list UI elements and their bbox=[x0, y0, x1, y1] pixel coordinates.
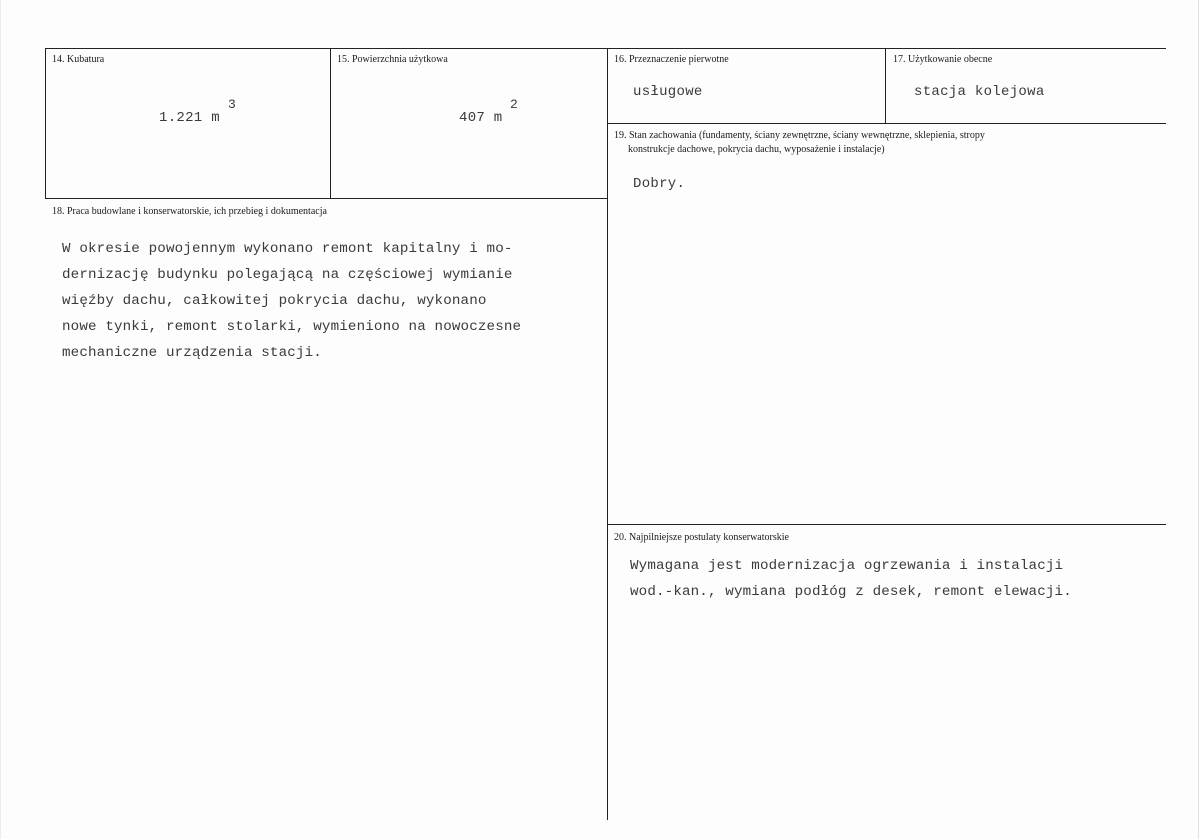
field-18-line: mechaniczne urządzenia stacji. bbox=[62, 345, 322, 361]
field-17-label: 17. Użytkowanie obecne bbox=[893, 54, 993, 65]
field-18-label: 18. Praca budowlane i konserwatorskie, ich przebieg i dokumentacja bbox=[52, 206, 327, 217]
field-14-label: 14. Kubatura bbox=[52, 54, 105, 65]
field-19-value: Dobry. bbox=[633, 176, 686, 192]
rule-above-field-18 bbox=[45, 198, 607, 199]
field-15-exponent: 2 bbox=[510, 97, 518, 112]
field-18-line: nowe tynki, remont stolarki, wymieniono na nowoczesne bbox=[62, 319, 522, 335]
left-border bbox=[45, 48, 46, 199]
divider-14-15 bbox=[330, 48, 331, 199]
field-19-label-line2: konstrukcje dachowe, pokrycia dachu, wyposażenie i instalacje) bbox=[628, 144, 885, 155]
field-14-exponent: 3 bbox=[228, 97, 236, 112]
field-15-value: 407 m bbox=[459, 110, 503, 126]
divider-16-17 bbox=[885, 48, 886, 123]
field-18-line: więźby dachu, całkowitej pokrycia dachu, wykonano bbox=[62, 293, 487, 309]
field-18-line: dernizację budynku polegającą na częściowej wymianie bbox=[62, 267, 513, 283]
field-16-label: 16. Przeznaczenie pierwotne bbox=[614, 54, 729, 65]
field-18-line: W okresie powojennym wykonano remont kapitalny i mo- bbox=[62, 241, 513, 257]
field-14-value: 1.221 m bbox=[159, 110, 220, 126]
field-15-label: 15. Powierzchnia użytkowa bbox=[337, 54, 448, 65]
field-17-value: stacja kolejowa bbox=[914, 84, 1045, 100]
field-18-text bbox=[62, 236, 521, 366]
center-divider bbox=[607, 48, 608, 820]
field-20-text bbox=[630, 553, 1072, 605]
field-16-value: usługowe bbox=[633, 84, 703, 100]
field-20-line: Wymagana jest modernizacja ogrzewania i instalacji bbox=[630, 558, 1064, 574]
rule-below-field-16-17 bbox=[607, 123, 1166, 124]
field-20-label: 20. Najpilniejsze postulaty konserwatorskie bbox=[614, 532, 789, 543]
field-20-line: wod.-kan., wymiana podłóg z desek, remont elewacji. bbox=[630, 584, 1072, 600]
field-19-label-line1: 19. Stan zachowania (fundamenty, ściany zewnętrzne, ściany wewnętrzne, sklepienia, stropy bbox=[614, 130, 985, 141]
rule-above-field-20 bbox=[607, 524, 1166, 525]
top-rule bbox=[45, 48, 1166, 49]
